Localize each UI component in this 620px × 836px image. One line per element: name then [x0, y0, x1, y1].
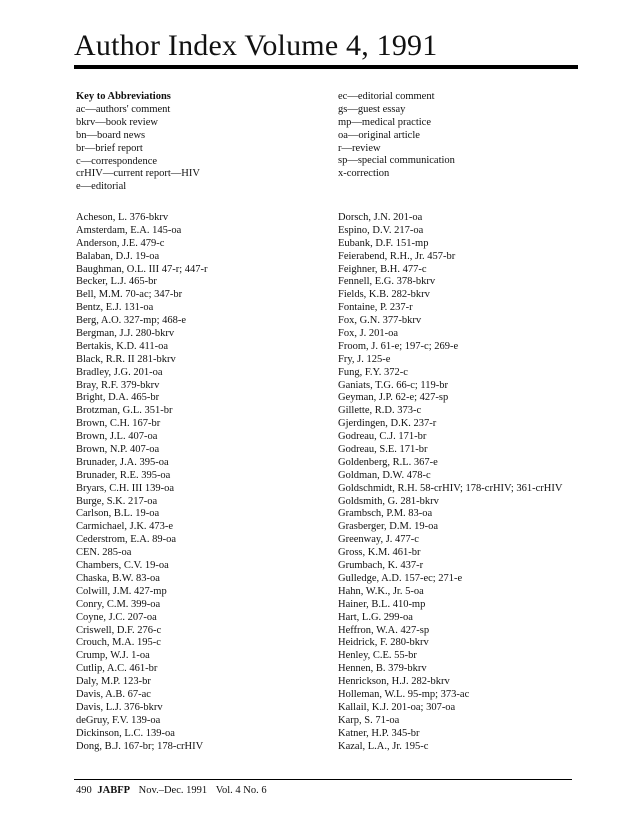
author-entry: Goldman, D.W. 478-c	[338, 469, 431, 481]
author-entry: Henley, C.E. 55-br	[338, 650, 417, 662]
author-entry: Kallail, K.J. 201-oa; 307-oa	[338, 701, 456, 713]
author-entry: Dorsch, J.N. 201-oa	[338, 212, 423, 223]
author-entry: Bryars, C.H. III 139-oa	[76, 482, 174, 494]
author-entry: Geyman, J.P. 62-e; 427-sp	[338, 392, 449, 404]
page-title: Author Index Volume 4, 1991	[74, 29, 438, 62]
volume-issue: Vol. 4 No. 6	[215, 785, 267, 796]
abbreviation-item: e—editorial	[76, 181, 127, 193]
author-entry: Kazal, L.A., Jr. 195-c	[338, 740, 429, 752]
author-entry: Chambers, C.V. 19-oa	[76, 560, 169, 572]
author-entry: Berg, A.O. 327-mp; 468-e	[76, 315, 187, 327]
abbreviations-heading: Key to Abbreviations	[76, 91, 171, 102]
author-entry: Ganiats, T.G. 66-c; 119-br	[338, 379, 449, 391]
author-entry: Heidrick, F. 280-bkrv	[338, 637, 429, 649]
author-entry: deGruy, F.V. 139-oa	[76, 714, 161, 726]
author-entry: Brunader, J.A. 395-oa	[76, 456, 169, 468]
author-entry: CEN. 285-oa	[76, 547, 132, 559]
author-entry: Acheson, L. 376-bkrv	[76, 212, 169, 223]
author-entry: Brown, C.H. 167-br	[76, 418, 161, 430]
author-entry: Eubank, D.F. 151-mp	[338, 237, 429, 249]
author-entry: Bright, D.A. 465-br	[76, 392, 160, 404]
author-entry: Grambsch, P.M. 83-oa	[338, 508, 433, 520]
abbreviations-left-column	[76, 104, 200, 194]
author-entry: Brown, N.P. 407-oa	[76, 444, 160, 456]
author-entry: Fox, G.N. 377-bkrv	[338, 315, 422, 327]
abbreviation-item: sp—special communication	[338, 155, 455, 167]
abbreviation-item: mp—medical practice	[338, 116, 431, 128]
author-entry: Hennen, B. 379-bkrv	[338, 663, 427, 675]
author-index-right-column	[338, 212, 562, 753]
author-entry: Grumbach, K. 437-r	[338, 560, 424, 572]
author-entry: Dong, B.J. 167-br; 178-crHIV	[76, 740, 204, 752]
author-entry: Godreau, C.J. 171-br	[338, 431, 427, 443]
abbreviation-item: c—correspondence	[76, 155, 158, 167]
abbreviation-item: oa—original article	[338, 129, 420, 141]
abbreviation-item: ac—authors' comment	[76, 104, 171, 115]
author-entry: Chaska, B.W. 83-oa	[76, 572, 160, 584]
author-entry: Crump, W.J. 1-oa	[76, 650, 150, 662]
title-rule	[74, 65, 578, 69]
page-number: 490	[76, 785, 92, 796]
author-entry: Conry, C.M. 399-oa	[76, 598, 161, 610]
author-entry: Bray, R.F. 379-bkrv	[76, 379, 160, 391]
author-entry: Katner, H.P. 345-br	[338, 727, 420, 739]
author-entry: Godreau, S.E. 171-br	[338, 444, 428, 456]
author-entry: Daly, M.P. 123-br	[76, 676, 151, 688]
author-entry: Balaban, D.J. 19-oa	[76, 250, 160, 262]
author-entry: Fontaine, P. 237-r	[338, 302, 413, 314]
author-entry: Carmichael, J.K. 473-e	[76, 521, 174, 533]
author-entry: Black, R.R. II 281-bkrv	[76, 353, 176, 365]
author-entry: Hainer, B.L. 410-mp	[338, 598, 426, 610]
author-entry: Baughman, O.L. III 47-r; 447-r	[76, 263, 208, 275]
abbreviation-item: crHIV—current report—HIV	[76, 168, 200, 180]
footer-rule	[74, 779, 572, 780]
author-entry: Henrickson, H.J. 282-bkrv	[338, 676, 450, 688]
author-entry: Fields, K.B. 282-bkrv	[338, 289, 430, 301]
author-entry: Colwill, J.M. 427-mp	[76, 585, 167, 597]
author-entry: Bell, M.M. 70-ac; 347-br	[76, 289, 183, 301]
author-entry: Criswell, D.F. 276-c	[76, 624, 162, 636]
author-entry: Gross, K.M. 461-br	[338, 547, 421, 559]
author-entry: Bradley, J.G. 201-oa	[76, 366, 163, 378]
author-entry: Davis, A.B. 67-ac	[76, 688, 151, 700]
author-entry: Fung, F.Y. 372-c	[338, 366, 408, 378]
author-entry: Anderson, J.E. 479-c	[76, 237, 165, 249]
author-entry: Gulledge, A.D. 157-ec; 271-e	[338, 572, 463, 584]
author-entry: Bentz, E.J. 131-oa	[76, 302, 154, 314]
author-entry: Amsterdam, E.A. 145-oa	[76, 224, 182, 236]
abbreviation-item: bn—board news	[76, 129, 146, 141]
author-entry: Cederstrom, E.A. 89-oa	[76, 534, 177, 546]
journal-name: JABFP	[97, 785, 131, 796]
author-entry: Dickinson, L.C. 139-oa	[76, 727, 175, 739]
author-entry: Coyne, J.C. 207-oa	[76, 611, 157, 623]
author-entry: Davis, L.J. 376-bkrv	[76, 701, 163, 713]
author-entry: Holleman, W.L. 95-mp; 373-ac	[338, 688, 470, 700]
author-entry: Goldschmidt, R.H. 58-crHIV; 178-crHIV; 361-crHIV	[338, 482, 563, 494]
abbreviation-item: gs—guest essay	[338, 103, 406, 115]
issue-date: Nov.–Dec. 1991	[138, 785, 208, 796]
author-entry: Brotzman, G.L. 351-br	[76, 405, 173, 417]
author-entry: Gillette, R.D. 373-c	[338, 405, 422, 417]
abbreviation-item: br—brief report	[76, 142, 143, 154]
author-entry: Fry, J. 125-e	[338, 353, 391, 365]
author-entry: Brunader, R.E. 395-oa	[76, 469, 171, 481]
author-entry: Goldsmith, G. 281-bkrv	[338, 495, 439, 507]
author-entry: Feighner, B.H. 477-c	[338, 263, 427, 275]
abbreviation-item: x-correction	[338, 168, 390, 180]
author-entry: Karp, S. 71-oa	[338, 714, 400, 726]
author-entry: Becker, L.J. 465-br	[76, 276, 157, 288]
author-entry: Espino, D.V. 217-oa	[338, 224, 424, 236]
author-entry: Froom, J. 61-e; 197-c; 269-e	[338, 340, 459, 352]
author-entry: Carlson, B.L. 19-oa	[76, 508, 160, 520]
author-entry: Goldenberg, R.L. 367-e	[338, 456, 438, 468]
author-entry: Fennell, E.G. 378-bkrv	[338, 276, 436, 288]
author-index-left-column	[76, 212, 208, 753]
abbreviations-right-column	[338, 91, 455, 181]
author-entry: Grasberger, D.M. 19-oa	[338, 521, 438, 533]
author-entry: Fox, J. 201-oa	[338, 328, 399, 340]
author-entry: Brown, J.L. 407-oa	[76, 431, 158, 443]
author-entry: Feierabend, R.H., Jr. 457-br	[338, 250, 456, 262]
author-entry: Heffron, W.A. 427-sp	[338, 624, 430, 636]
author-entry: Burge, S.K. 217-oa	[76, 495, 158, 507]
abbreviation-item: ec—editorial comment	[338, 91, 435, 102]
author-entry: Hart, L.G. 299-oa	[338, 611, 413, 623]
author-entry: Cutlip, A.C. 461-br	[76, 663, 158, 675]
author-entry: Crouch, M.A. 195-c	[76, 637, 161, 649]
abbreviation-item: bkrv—book review	[76, 116, 158, 128]
abbreviation-item: r—review	[338, 142, 381, 154]
author-entry: Bergman, J.J. 280-bkrv	[76, 328, 175, 340]
author-entry: Hahn, W.K., Jr. 5-oa	[338, 585, 424, 597]
author-entry: Greenway, J. 477-c	[338, 534, 419, 546]
author-entry: Bertakis, K.D. 411-oa	[76, 340, 169, 352]
page-footer	[76, 784, 267, 797]
author-entry: Gjerdingen, D.K. 237-r	[338, 418, 437, 430]
